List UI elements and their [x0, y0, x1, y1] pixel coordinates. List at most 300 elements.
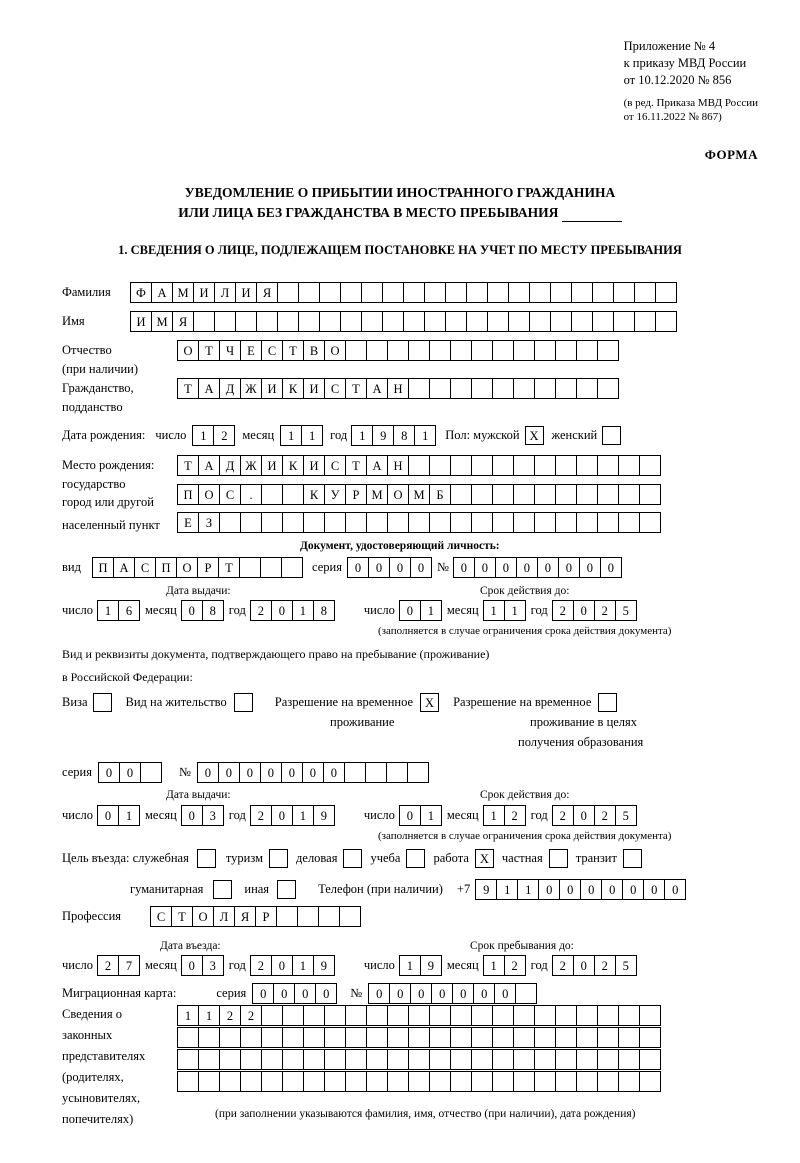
cell[interactable]: [408, 512, 430, 533]
cell[interactable]: Т: [177, 378, 199, 399]
cell[interactable]: [261, 512, 283, 533]
cell[interactable]: [555, 1005, 577, 1026]
cell[interactable]: [515, 983, 537, 1004]
cell[interactable]: Н: [387, 455, 409, 476]
cell[interactable]: 0: [197, 762, 219, 783]
cell[interactable]: 0: [452, 983, 474, 1004]
cell[interactable]: [408, 455, 430, 476]
cell[interactable]: 0: [537, 557, 559, 578]
cell[interactable]: [366, 1027, 388, 1048]
cell[interactable]: [555, 1071, 577, 1092]
cell[interactable]: 6: [118, 600, 140, 621]
cell[interactable]: [592, 311, 614, 332]
cell[interactable]: [361, 311, 383, 332]
cell[interactable]: Р: [197, 557, 219, 578]
cell[interactable]: О: [177, 340, 199, 361]
cell[interactable]: [303, 512, 325, 533]
cell[interactable]: [297, 906, 319, 927]
cell[interactable]: 0: [271, 955, 293, 976]
cell[interactable]: П: [155, 557, 177, 578]
cell[interactable]: [534, 1049, 556, 1070]
cell[interactable]: [408, 1071, 430, 1092]
cell[interactable]: 0: [601, 879, 623, 900]
cell[interactable]: 2: [552, 805, 574, 826]
cell[interactable]: О: [387, 484, 409, 505]
cell[interactable]: [597, 1005, 619, 1026]
cell[interactable]: И: [261, 455, 283, 476]
edu-res-checkbox[interactable]: [598, 693, 617, 712]
cell[interactable]: [340, 311, 362, 332]
cell[interactable]: 5: [615, 955, 637, 976]
cell[interactable]: [240, 1049, 262, 1070]
cell[interactable]: [613, 282, 635, 303]
cell[interactable]: [450, 1005, 472, 1026]
cell[interactable]: 1: [483, 600, 505, 621]
cell[interactable]: [471, 455, 493, 476]
cell[interactable]: [597, 340, 619, 361]
stay-issue-year-cells[interactable]: [250, 805, 334, 826]
cell[interactable]: [345, 1027, 367, 1048]
cell[interactable]: 0: [389, 557, 411, 578]
cell[interactable]: [534, 378, 556, 399]
cell[interactable]: [471, 1005, 493, 1026]
cell[interactable]: И: [193, 282, 215, 303]
cell[interactable]: [576, 484, 598, 505]
doc-issue-year-cells[interactable]: [250, 600, 334, 621]
cell[interactable]: 0: [573, 955, 595, 976]
cell[interactable]: [429, 1071, 451, 1092]
stay-number-cells[interactable]: [197, 762, 428, 783]
cell[interactable]: Ж: [240, 378, 262, 399]
cell[interactable]: М: [408, 484, 430, 505]
stay-day-cells[interactable]: [399, 955, 441, 976]
cell[interactable]: У: [324, 484, 346, 505]
cell[interactable]: [408, 1005, 430, 1026]
cell[interactable]: 8: [202, 600, 224, 621]
cell[interactable]: [256, 311, 278, 332]
cell[interactable]: 0: [218, 762, 240, 783]
cell[interactable]: [345, 340, 367, 361]
cell[interactable]: 0: [98, 762, 120, 783]
cell[interactable]: [281, 557, 303, 578]
cell[interactable]: [339, 906, 361, 927]
cell[interactable]: И: [261, 378, 283, 399]
cell[interactable]: [366, 1005, 388, 1026]
cell[interactable]: Я: [172, 311, 194, 332]
doc-issue-month-cells[interactable]: [181, 600, 223, 621]
entry-year-cells[interactable]: [250, 955, 334, 976]
doc-issue-day-cells[interactable]: [97, 600, 139, 621]
cell[interactable]: [487, 311, 509, 332]
cell[interactable]: И: [235, 282, 257, 303]
entry-day-cells[interactable]: [97, 955, 139, 976]
cell[interactable]: [555, 340, 577, 361]
patronymic-cells[interactable]: [177, 340, 618, 361]
cell[interactable]: [282, 1049, 304, 1070]
cell[interactable]: 0: [431, 983, 453, 1004]
name-cells[interactable]: [130, 311, 676, 332]
cell[interactable]: Е: [177, 512, 199, 533]
cell[interactable]: 0: [580, 879, 602, 900]
cell[interactable]: С: [324, 455, 346, 476]
birth-month-cells[interactable]: [280, 425, 322, 446]
cell[interactable]: [655, 282, 677, 303]
mig-series-cells[interactable]: [252, 983, 336, 1004]
cell[interactable]: [219, 1049, 241, 1070]
cell[interactable]: [492, 1049, 514, 1070]
cell[interactable]: 2: [250, 600, 272, 621]
sex-male-checkbox[interactable]: X: [525, 426, 544, 445]
cell[interactable]: 3: [202, 805, 224, 826]
cell[interactable]: [513, 1049, 535, 1070]
cell[interactable]: 2: [504, 955, 526, 976]
cell[interactable]: 0: [389, 983, 411, 1004]
cell[interactable]: [340, 282, 362, 303]
legal-rep-cells-3[interactable]: [177, 1049, 660, 1070]
cell[interactable]: [407, 762, 429, 783]
cell[interactable]: 0: [271, 600, 293, 621]
cell[interactable]: 9: [313, 805, 335, 826]
cell[interactable]: [576, 1005, 598, 1026]
purpose-humanitarian-checkbox[interactable]: [213, 880, 232, 899]
birth-place-state-cells[interactable]: [177, 455, 660, 476]
cell[interactable]: Я: [234, 906, 256, 927]
surname-cells[interactable]: [130, 282, 676, 303]
cell[interactable]: [529, 311, 551, 332]
cell[interactable]: [345, 1005, 367, 1026]
cell[interactable]: 2: [250, 955, 272, 976]
cell[interactable]: [471, 1027, 493, 1048]
profession-cells[interactable]: [150, 906, 360, 927]
cell[interactable]: [303, 1071, 325, 1092]
cell[interactable]: [319, 282, 341, 303]
doc-valid-month-cells[interactable]: [483, 600, 525, 621]
cell[interactable]: [450, 484, 472, 505]
cell[interactable]: 0: [368, 557, 390, 578]
cell[interactable]: 0: [315, 983, 337, 1004]
cell[interactable]: [555, 1049, 577, 1070]
cell[interactable]: [550, 282, 572, 303]
stay-month-cells[interactable]: [483, 955, 525, 976]
cell[interactable]: И: [303, 455, 325, 476]
cell[interactable]: [261, 484, 283, 505]
sex-female-checkbox[interactable]: [602, 426, 621, 445]
cell[interactable]: Т: [282, 340, 304, 361]
cell[interactable]: А: [366, 455, 388, 476]
cell[interactable]: [198, 1071, 220, 1092]
cell[interactable]: [387, 1005, 409, 1026]
cell[interactable]: 1: [399, 955, 421, 976]
cell[interactable]: [508, 282, 530, 303]
cell[interactable]: 8: [313, 600, 335, 621]
cell[interactable]: [492, 1005, 514, 1026]
cell[interactable]: З: [198, 512, 220, 533]
cell[interactable]: [344, 762, 366, 783]
cell[interactable]: К: [303, 484, 325, 505]
cell[interactable]: [298, 282, 320, 303]
cell[interactable]: [466, 311, 488, 332]
cell[interactable]: 0: [294, 983, 316, 1004]
cell[interactable]: [529, 282, 551, 303]
cell[interactable]: 0: [260, 762, 282, 783]
cell[interactable]: 0: [347, 557, 369, 578]
cell[interactable]: 0: [119, 762, 141, 783]
birth-day-cells[interactable]: [192, 425, 234, 446]
cell[interactable]: [618, 1027, 640, 1048]
cell[interactable]: [613, 311, 635, 332]
cell[interactable]: [282, 512, 304, 533]
cell[interactable]: [555, 1027, 577, 1048]
cell[interactable]: [403, 282, 425, 303]
cell[interactable]: [466, 282, 488, 303]
cell[interactable]: [365, 762, 387, 783]
cell[interactable]: [450, 455, 472, 476]
cell[interactable]: [361, 282, 383, 303]
cell[interactable]: [345, 1049, 367, 1070]
cell[interactable]: [534, 1071, 556, 1092]
cell[interactable]: [576, 455, 598, 476]
doc-kind-cells[interactable]: [92, 557, 302, 578]
cell[interactable]: [261, 1027, 283, 1048]
cell[interactable]: О: [192, 906, 214, 927]
cell[interactable]: [513, 1027, 535, 1048]
cell[interactable]: [140, 762, 162, 783]
cell[interactable]: [260, 557, 282, 578]
cell[interactable]: 9: [372, 425, 394, 446]
cell[interactable]: [492, 1027, 514, 1048]
cell[interactable]: 2: [97, 955, 119, 976]
cell[interactable]: .: [240, 484, 262, 505]
cell[interactable]: [513, 512, 535, 533]
cell[interactable]: Т: [345, 455, 367, 476]
cell[interactable]: Ч: [219, 340, 241, 361]
cell[interactable]: [366, 1049, 388, 1070]
cell[interactable]: [492, 340, 514, 361]
cell[interactable]: [235, 311, 257, 332]
cell[interactable]: 0: [559, 879, 581, 900]
cell[interactable]: М: [366, 484, 388, 505]
cell[interactable]: 2: [219, 1005, 241, 1026]
cell[interactable]: 3: [202, 955, 224, 976]
cell[interactable]: [429, 512, 451, 533]
cell[interactable]: К: [282, 455, 304, 476]
doc-number-cells[interactable]: [453, 557, 621, 578]
cell[interactable]: 0: [410, 983, 432, 1004]
cell[interactable]: 7: [118, 955, 140, 976]
cell[interactable]: 1: [504, 600, 526, 621]
cell[interactable]: 1: [483, 805, 505, 826]
cell[interactable]: [403, 311, 425, 332]
cell[interactable]: [366, 1071, 388, 1092]
cell[interactable]: А: [198, 378, 220, 399]
cell[interactable]: [324, 1027, 346, 1048]
cell[interactable]: [450, 340, 472, 361]
cell[interactable]: 1: [192, 425, 214, 446]
cell[interactable]: 1: [292, 805, 314, 826]
cell[interactable]: [534, 484, 556, 505]
cell[interactable]: П: [92, 557, 114, 578]
cell[interactable]: [277, 311, 299, 332]
cell[interactable]: [471, 378, 493, 399]
cell[interactable]: [387, 512, 409, 533]
cell[interactable]: 1: [177, 1005, 199, 1026]
cell[interactable]: [597, 484, 619, 505]
cell[interactable]: [450, 512, 472, 533]
cell[interactable]: В: [303, 340, 325, 361]
cell[interactable]: [386, 762, 408, 783]
cell[interactable]: [534, 1005, 556, 1026]
cell[interactable]: [177, 1027, 199, 1048]
cell[interactable]: [513, 484, 535, 505]
doc-valid-year-cells[interactable]: [552, 600, 636, 621]
birth-city-cells-1[interactable]: [177, 484, 660, 505]
cell[interactable]: 1: [483, 955, 505, 976]
cell[interactable]: 2: [552, 955, 574, 976]
cell[interactable]: [282, 1027, 304, 1048]
cell[interactable]: [319, 311, 341, 332]
cell[interactable]: 0: [453, 557, 475, 578]
visa-checkbox[interactable]: [93, 693, 112, 712]
cell[interactable]: [177, 1071, 199, 1092]
cell[interactable]: И: [303, 378, 325, 399]
cell[interactable]: [345, 1071, 367, 1092]
cell[interactable]: [450, 378, 472, 399]
cell[interactable]: О: [324, 340, 346, 361]
cell[interactable]: [177, 1049, 199, 1070]
cell[interactable]: Ф: [130, 282, 152, 303]
cell[interactable]: С: [261, 340, 283, 361]
cell[interactable]: Д: [219, 455, 241, 476]
cell[interactable]: [618, 1049, 640, 1070]
cell[interactable]: [471, 340, 493, 361]
cell[interactable]: 0: [495, 557, 517, 578]
cell[interactable]: [429, 378, 451, 399]
cell[interactable]: Т: [198, 340, 220, 361]
cell[interactable]: [408, 340, 430, 361]
cell[interactable]: 9: [313, 955, 335, 976]
cell[interactable]: С: [324, 378, 346, 399]
cell[interactable]: 0: [579, 557, 601, 578]
cell[interactable]: [382, 282, 404, 303]
cell[interactable]: 2: [213, 425, 235, 446]
cell[interactable]: [429, 1049, 451, 1070]
cell[interactable]: [513, 340, 535, 361]
cell[interactable]: [618, 1071, 640, 1092]
stay-valid-day-cells[interactable]: [399, 805, 441, 826]
cell[interactable]: 0: [473, 983, 495, 1004]
cell[interactable]: 1: [420, 805, 442, 826]
cell[interactable]: 1: [420, 600, 442, 621]
cell[interactable]: 0: [97, 805, 119, 826]
cell[interactable]: [276, 906, 298, 927]
cell[interactable]: О: [198, 484, 220, 505]
cell[interactable]: 0: [368, 983, 390, 1004]
cell[interactable]: 0: [664, 879, 686, 900]
cell[interactable]: [597, 1071, 619, 1092]
cell[interactable]: 1: [97, 600, 119, 621]
cell[interactable]: [471, 1071, 493, 1092]
cell[interactable]: [193, 311, 215, 332]
cell[interactable]: [366, 512, 388, 533]
cell[interactable]: 0: [538, 879, 560, 900]
cell[interactable]: [219, 1027, 241, 1048]
cell[interactable]: [492, 455, 514, 476]
cell[interactable]: [219, 1071, 241, 1092]
cell[interactable]: [550, 311, 572, 332]
birth-city-cells-2[interactable]: [177, 512, 660, 533]
cell[interactable]: 1: [351, 425, 373, 446]
cell[interactable]: [634, 311, 656, 332]
cell[interactable]: [597, 1027, 619, 1048]
cell[interactable]: [324, 512, 346, 533]
cell[interactable]: [513, 1005, 535, 1026]
purpose-other-checkbox[interactable]: [277, 880, 296, 899]
cell[interactable]: [571, 311, 593, 332]
cell[interactable]: 8: [393, 425, 415, 446]
cell[interactable]: [534, 1027, 556, 1048]
cell[interactable]: М: [172, 282, 194, 303]
cell[interactable]: 0: [273, 983, 295, 1004]
cell[interactable]: [618, 455, 640, 476]
phone-cells[interactable]: [475, 879, 685, 900]
cell[interactable]: [639, 1005, 661, 1026]
birth-year-cells[interactable]: [351, 425, 435, 446]
cell[interactable]: 1: [198, 1005, 220, 1026]
cell[interactable]: [471, 1049, 493, 1070]
cell[interactable]: 0: [600, 557, 622, 578]
cell[interactable]: 1: [414, 425, 436, 446]
residence-checkbox[interactable]: [234, 693, 253, 712]
cell[interactable]: [387, 340, 409, 361]
cell[interactable]: [576, 1071, 598, 1092]
cell[interactable]: А: [198, 455, 220, 476]
cell[interactable]: 2: [594, 955, 616, 976]
cell[interactable]: 2: [594, 600, 616, 621]
cell[interactable]: [282, 1005, 304, 1026]
cell[interactable]: 2: [504, 805, 526, 826]
cell[interactable]: [445, 311, 467, 332]
cell[interactable]: [366, 340, 388, 361]
cell[interactable]: Р: [255, 906, 277, 927]
cell[interactable]: [450, 1071, 472, 1092]
cell[interactable]: [513, 1071, 535, 1092]
cell[interactable]: [555, 378, 577, 399]
cell[interactable]: [214, 311, 236, 332]
cell[interactable]: [450, 1049, 472, 1070]
stay-issue-month-cells[interactable]: [181, 805, 223, 826]
cell[interactable]: Ж: [240, 455, 262, 476]
cell[interactable]: И: [130, 311, 152, 332]
cell[interactable]: [597, 512, 619, 533]
cell[interactable]: [429, 1027, 451, 1048]
cell[interactable]: 1: [301, 425, 323, 446]
cell[interactable]: [576, 378, 598, 399]
purpose-transit-checkbox[interactable]: [623, 849, 642, 868]
cell[interactable]: [534, 512, 556, 533]
purpose-service-checkbox[interactable]: [197, 849, 216, 868]
cell[interactable]: [408, 1027, 430, 1048]
cell[interactable]: 0: [399, 600, 421, 621]
cell[interactable]: [239, 557, 261, 578]
cell[interactable]: [555, 512, 577, 533]
cell[interactable]: [571, 282, 593, 303]
stay-valid-year-cells[interactable]: [552, 805, 636, 826]
cell[interactable]: [597, 455, 619, 476]
cell[interactable]: Я: [256, 282, 278, 303]
cell[interactable]: [240, 1071, 262, 1092]
cell[interactable]: М: [151, 311, 173, 332]
cell[interactable]: [240, 512, 262, 533]
